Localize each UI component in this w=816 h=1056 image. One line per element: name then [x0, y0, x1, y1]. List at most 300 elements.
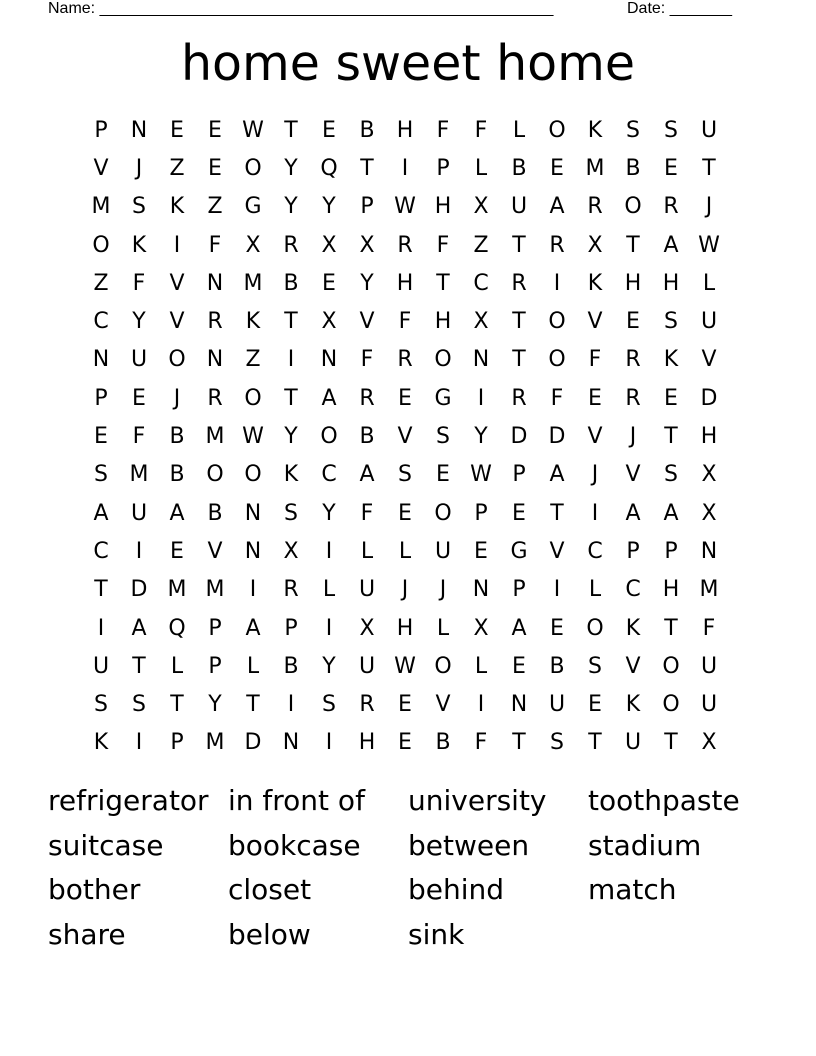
grid-letter[interactable]: R: [207, 309, 223, 335]
grid-letter[interactable]: E: [170, 117, 184, 143]
grid-letter[interactable]: E: [664, 155, 678, 181]
grid-letter[interactable]: Z: [207, 194, 223, 220]
grid-letter[interactable]: L: [436, 615, 450, 641]
grid-letter[interactable]: Y: [322, 653, 336, 679]
grid-letter[interactable]: X: [473, 194, 489, 220]
grid-letter[interactable]: T: [132, 653, 146, 679]
grid-letter[interactable]: M: [205, 424, 225, 450]
grid-letter[interactable]: A: [321, 385, 337, 411]
grid-letter[interactable]: O: [434, 653, 452, 679]
grid-letter[interactable]: B: [511, 155, 527, 181]
grid-letter[interactable]: R: [511, 270, 527, 296]
grid-letter[interactable]: Z: [473, 232, 489, 258]
grid-letter[interactable]: S: [664, 309, 678, 335]
grid-letter[interactable]: O: [244, 462, 262, 488]
grid-letter[interactable]: T: [664, 730, 678, 756]
grid-letter[interactable]: A: [663, 500, 679, 526]
grid-letter[interactable]: U: [358, 653, 376, 679]
grid-letter[interactable]: Y: [322, 194, 336, 220]
grid-letter[interactable]: X: [473, 615, 489, 641]
grid-letter[interactable]: T: [284, 117, 298, 143]
grid-letter[interactable]: E: [588, 385, 602, 411]
grid-letter[interactable]: Y: [474, 424, 488, 450]
grid-letter[interactable]: P: [664, 538, 678, 564]
grid-letter[interactable]: K: [93, 730, 109, 756]
grid-letter[interactable]: W: [698, 232, 720, 258]
grid-letter[interactable]: E: [436, 462, 450, 488]
grid-letter[interactable]: R: [587, 194, 603, 220]
grid-letter[interactable]: R: [283, 577, 299, 603]
grid-letter[interactable]: F: [436, 232, 450, 258]
grid-letter[interactable]: T: [246, 692, 260, 718]
grid-letter[interactable]: P: [94, 385, 108, 411]
word-list-item: match: [588, 873, 677, 907]
grid-letter[interactable]: X: [359, 232, 375, 258]
grid-letter[interactable]: S: [94, 462, 108, 488]
grid-letter[interactable]: P: [512, 577, 526, 603]
word-list-item: in front of: [228, 784, 365, 817]
grid-letter[interactable]: X: [473, 309, 489, 335]
grid-letter[interactable]: S: [322, 692, 336, 718]
grid-letter[interactable]: R: [359, 692, 375, 718]
grid-letter[interactable]: E: [588, 692, 602, 718]
grid-letter[interactable]: U: [92, 653, 110, 679]
grid-letter[interactable]: B: [207, 500, 223, 526]
grid-letter[interactable]: L: [702, 270, 716, 296]
word-list-item: bookcase: [228, 828, 361, 862]
grid-letter[interactable]: U: [434, 538, 452, 564]
grid-letter[interactable]: D: [130, 577, 148, 603]
grid-letter[interactable]: J: [401, 577, 409, 603]
grid-letter[interactable]: T: [360, 155, 374, 181]
grid-letter[interactable]: Y: [208, 692, 222, 718]
grid-letter[interactable]: E: [208, 117, 222, 143]
grid-letter[interactable]: B: [169, 462, 185, 488]
grid-letter[interactable]: F: [702, 615, 716, 641]
grid-letter[interactable]: O: [244, 155, 262, 181]
grid-letter[interactable]: N: [320, 347, 338, 373]
grid-letter[interactable]: A: [93, 500, 109, 526]
grid-letter[interactable]: M: [91, 194, 111, 220]
grid-letter[interactable]: Z: [169, 155, 185, 181]
grid-letter[interactable]: E: [322, 270, 336, 296]
grid-letter[interactable]: P: [360, 194, 374, 220]
grid-letter[interactable]: P: [474, 500, 488, 526]
grid-letter[interactable]: T: [512, 309, 526, 335]
grid-letter[interactable]: X: [359, 615, 375, 641]
grid-letter[interactable]: V: [93, 155, 109, 181]
grid-letter[interactable]: W: [242, 424, 264, 450]
grid-letter[interactable]: H: [434, 309, 452, 335]
grid-letter[interactable]: X: [701, 462, 717, 488]
grid-letter[interactable]: G: [434, 385, 452, 411]
grid-letter[interactable]: L: [512, 117, 526, 143]
grid-letter[interactable]: I: [287, 347, 295, 373]
grid-letter[interactable]: V: [397, 424, 413, 450]
grid-letter[interactable]: S: [284, 500, 298, 526]
grid-letter[interactable]: A: [169, 500, 185, 526]
grid-letter[interactable]: C: [93, 309, 109, 335]
grid-letter[interactable]: E: [512, 500, 526, 526]
grid-letter[interactable]: T: [512, 730, 526, 756]
grid-letter[interactable]: M: [205, 577, 225, 603]
grid-letter[interactable]: V: [587, 309, 603, 335]
grid-letter[interactable]: L: [322, 577, 336, 603]
grid-letter[interactable]: I: [553, 270, 561, 296]
name-line[interactable]: Name: ___________________________________________________: [48, 0, 554, 17]
grid-letter[interactable]: T: [170, 692, 184, 718]
grid-letter[interactable]: R: [397, 347, 413, 373]
grid-letter[interactable]: B: [283, 653, 299, 679]
grid-letter[interactable]: Q: [320, 155, 338, 181]
grid-letter[interactable]: H: [396, 270, 414, 296]
grid-letter[interactable]: A: [625, 500, 641, 526]
grid-letter[interactable]: R: [397, 232, 413, 258]
grid-letter[interactable]: L: [360, 538, 374, 564]
grid-letter[interactable]: R: [549, 232, 565, 258]
grid-letter[interactable]: H: [396, 117, 414, 143]
grid-letter[interactable]: N: [244, 538, 262, 564]
grid-letter[interactable]: N: [206, 347, 224, 373]
word-list-item: refrigerator: [48, 784, 209, 817]
grid-letter[interactable]: F: [398, 309, 412, 335]
grid-letter[interactable]: R: [511, 385, 527, 411]
grid-letter[interactable]: D: [548, 424, 566, 450]
date-line[interactable]: Date: _______: [627, 0, 732, 17]
grid-letter[interactable]: B: [625, 155, 641, 181]
grid-letter[interactable]: T: [512, 347, 526, 373]
grid-letter[interactable]: R: [207, 385, 223, 411]
grid-letter[interactable]: C: [473, 270, 489, 296]
grid-letter[interactable]: K: [587, 270, 603, 296]
grid-letter[interactable]: J: [629, 424, 637, 450]
grid-letter[interactable]: X: [701, 500, 717, 526]
grid-letter[interactable]: M: [129, 462, 149, 488]
grid-letter[interactable]: E: [398, 500, 412, 526]
grid-letter[interactable]: D: [244, 730, 262, 756]
grid-letter[interactable]: T: [284, 385, 298, 411]
grid-letter[interactable]: O: [548, 117, 566, 143]
grid-letter[interactable]: S: [132, 692, 146, 718]
grid-letter[interactable]: D: [510, 424, 528, 450]
word-list-item: sink: [408, 917, 465, 951]
grid-letter[interactable]: J: [439, 577, 447, 603]
grid-letter[interactable]: M: [243, 270, 263, 296]
grid-letter[interactable]: S: [436, 424, 450, 450]
grid-letter[interactable]: O: [624, 194, 642, 220]
grid-letter[interactable]: V: [625, 462, 641, 488]
grid-letter[interactable]: S: [664, 117, 678, 143]
grid-letter[interactable]: E: [398, 730, 412, 756]
grid-letter[interactable]: K: [587, 117, 603, 143]
grid-letter[interactable]: I: [553, 577, 561, 603]
grid-letter[interactable]: I: [135, 730, 143, 756]
grid-letter[interactable]: W: [470, 462, 492, 488]
grid-letter[interactable]: Z: [245, 347, 261, 373]
grid-letter[interactable]: V: [625, 653, 641, 679]
grid-letter[interactable]: C: [587, 538, 603, 564]
grid-letter[interactable]: P: [626, 538, 640, 564]
grid-letter[interactable]: R: [283, 232, 299, 258]
grid-letter[interactable]: T: [664, 424, 678, 450]
grid-letter[interactable]: U: [510, 194, 528, 220]
grid-letter[interactable]: L: [588, 577, 602, 603]
grid-letter[interactable]: P: [208, 615, 222, 641]
grid-letter[interactable]: P: [208, 653, 222, 679]
grid-letter[interactable]: K: [131, 232, 147, 258]
grid-letter[interactable]: T: [284, 309, 298, 335]
grid-letter[interactable]: O: [662, 692, 680, 718]
grid-letter[interactable]: O: [320, 424, 338, 450]
grid-letter[interactable]: N: [92, 347, 110, 373]
grid-letter[interactable]: B: [169, 424, 185, 450]
grid-letter[interactable]: H: [396, 615, 414, 641]
grid-letter[interactable]: E: [94, 424, 108, 450]
grid-letter[interactable]: Y: [132, 309, 146, 335]
grid-letter[interactable]: R: [359, 385, 375, 411]
grid-letter[interactable]: T: [702, 155, 716, 181]
grid-letter[interactable]: V: [169, 309, 185, 335]
grid-letter[interactable]: Y: [284, 155, 298, 181]
grid-letter[interactable]: F: [436, 117, 450, 143]
grid-letter[interactable]: V: [207, 538, 223, 564]
grid-letter[interactable]: E: [512, 653, 526, 679]
grid-letter[interactable]: I: [477, 692, 485, 718]
grid-letter[interactable]: X: [587, 232, 603, 258]
grid-letter[interactable]: A: [359, 462, 375, 488]
grid-letter[interactable]: C: [625, 577, 641, 603]
grid-letter[interactable]: C: [321, 462, 337, 488]
grid-letter[interactable]: S: [398, 462, 412, 488]
grid-letter[interactable]: B: [359, 117, 375, 143]
grid-letter[interactable]: T: [664, 615, 678, 641]
grid-letter[interactable]: A: [245, 615, 261, 641]
grid-letter[interactable]: I: [591, 500, 599, 526]
grid-letter[interactable]: L: [474, 155, 488, 181]
grid-letter[interactable]: Y: [284, 194, 298, 220]
grid-letter[interactable]: R: [625, 385, 641, 411]
grid-letter[interactable]: L: [170, 653, 184, 679]
grid-letter[interactable]: P: [284, 615, 298, 641]
grid-letter[interactable]: W: [242, 117, 264, 143]
grid-letter[interactable]: Q: [168, 615, 186, 641]
grid-letter[interactable]: N: [510, 692, 528, 718]
grid-letter[interactable]: Z: [93, 270, 109, 296]
grid-letter[interactable]: I: [477, 385, 485, 411]
grid-letter[interactable]: N: [130, 117, 148, 143]
grid-letter[interactable]: U: [700, 653, 718, 679]
grid-letter[interactable]: E: [398, 385, 412, 411]
grid-letter[interactable]: F: [132, 270, 146, 296]
grid-letter[interactable]: J: [705, 194, 713, 220]
grid-letter[interactable]: T: [94, 577, 108, 603]
grid-letter[interactable]: V: [549, 538, 565, 564]
grid-letter[interactable]: G: [510, 538, 528, 564]
grid-letter[interactable]: K: [625, 692, 641, 718]
grid-letter[interactable]: A: [663, 232, 679, 258]
grid-letter[interactable]: S: [626, 117, 640, 143]
grid-letter[interactable]: L: [398, 538, 412, 564]
grid-letter[interactable]: H: [662, 577, 680, 603]
grid-letter[interactable]: X: [321, 309, 337, 335]
grid-letter[interactable]: B: [435, 730, 451, 756]
grid-letter[interactable]: A: [549, 194, 565, 220]
grid-letter[interactable]: B: [549, 653, 565, 679]
grid-letter[interactable]: I: [249, 577, 257, 603]
grid-letter[interactable]: M: [585, 155, 605, 181]
grid-letter[interactable]: M: [205, 730, 225, 756]
grid-letter[interactable]: G: [244, 194, 262, 220]
grid-letter[interactable]: S: [94, 692, 108, 718]
grid-letter[interactable]: O: [434, 347, 452, 373]
grid-letter[interactable]: F: [550, 385, 564, 411]
grid-letter[interactable]: O: [244, 385, 262, 411]
grid-letter[interactable]: R: [625, 347, 641, 373]
grid-letter[interactable]: N: [472, 347, 490, 373]
grid-letter[interactable]: S: [132, 194, 146, 220]
grid-letter[interactable]: V: [435, 692, 451, 718]
grid-letter[interactable]: E: [474, 538, 488, 564]
grid-letter[interactable]: H: [624, 270, 642, 296]
grid-letter[interactable]: F: [474, 730, 488, 756]
grid-letter[interactable]: T: [512, 232, 526, 258]
grid-letter[interactable]: L: [474, 653, 488, 679]
grid-letter[interactable]: P: [94, 117, 108, 143]
grid-letter[interactable]: F: [132, 424, 146, 450]
grid-letter[interactable]: K: [663, 347, 679, 373]
grid-letter[interactable]: Y: [284, 424, 298, 450]
grid-letter[interactable]: I: [97, 615, 105, 641]
grid-letter[interactable]: V: [587, 424, 603, 450]
grid-letter[interactable]: K: [245, 309, 261, 335]
grid-letter[interactable]: I: [173, 232, 181, 258]
grid-letter[interactable]: X: [701, 730, 717, 756]
grid-letter[interactable]: X: [321, 232, 337, 258]
grid-letter[interactable]: H: [434, 194, 452, 220]
grid-letter[interactable]: E: [208, 155, 222, 181]
grid-letter[interactable]: T: [626, 232, 640, 258]
grid-letter[interactable]: I: [135, 538, 143, 564]
grid-letter[interactable]: A: [131, 615, 147, 641]
grid-letter[interactable]: E: [170, 538, 184, 564]
grid-letter[interactable]: K: [169, 194, 185, 220]
grid-letter[interactable]: O: [168, 347, 186, 373]
grid-letter[interactable]: Y: [322, 500, 336, 526]
grid-letter[interactable]: T: [550, 500, 564, 526]
grid-letter[interactable]: O: [662, 653, 680, 679]
grid-letter[interactable]: E: [664, 385, 678, 411]
grid-letter[interactable]: B: [283, 270, 299, 296]
grid-letter[interactable]: E: [550, 615, 564, 641]
grid-letter[interactable]: F: [588, 347, 602, 373]
grid-letter[interactable]: N: [282, 730, 300, 756]
grid-letter[interactable]: K: [283, 462, 299, 488]
grid-letter[interactable]: E: [322, 117, 336, 143]
grid-letter[interactable]: N: [700, 538, 718, 564]
grid-letter[interactable]: U: [624, 730, 642, 756]
grid-letter[interactable]: I: [401, 155, 409, 181]
grid-letter[interactable]: F: [474, 117, 488, 143]
grid-letter[interactable]: N: [472, 577, 490, 603]
grid-letter[interactable]: U: [130, 347, 148, 373]
grid-letter[interactable]: W: [394, 194, 416, 220]
grid-letter[interactable]: P: [436, 155, 450, 181]
grid-letter[interactable]: E: [398, 692, 412, 718]
grid-letter[interactable]: F: [360, 500, 374, 526]
grid-letter[interactable]: T: [436, 270, 450, 296]
grid-letter[interactable]: P: [512, 462, 526, 488]
grid-letter[interactable]: E: [626, 309, 640, 335]
grid-letter[interactable]: S: [664, 462, 678, 488]
grid-letter[interactable]: J: [173, 385, 181, 411]
grid-letter[interactable]: X: [245, 232, 261, 258]
grid-letter[interactable]: V: [359, 309, 375, 335]
grid-letter[interactable]: J: [591, 462, 599, 488]
grid-letter[interactable]: R: [663, 194, 679, 220]
grid-letter[interactable]: H: [700, 424, 718, 450]
grid-letter[interactable]: N: [244, 500, 262, 526]
grid-letter[interactable]: F: [208, 232, 222, 258]
grid-letter[interactable]: W: [394, 653, 416, 679]
grid-letter[interactable]: H: [662, 270, 680, 296]
grid-letter[interactable]: U: [700, 692, 718, 718]
grid-letter[interactable]: B: [359, 424, 375, 450]
grid-letter[interactable]: M: [699, 577, 719, 603]
grid-letter[interactable]: O: [206, 462, 224, 488]
word-list-item: university: [408, 784, 547, 817]
grid-letter[interactable]: U: [130, 500, 148, 526]
grid-letter[interactable]: U: [700, 117, 718, 143]
grid-letter[interactable]: A: [511, 615, 527, 641]
grid-letter[interactable]: E: [550, 155, 564, 181]
grid-letter[interactable]: D: [700, 385, 718, 411]
grid-letter[interactable]: U: [358, 577, 376, 603]
grid-letter[interactable]: J: [135, 155, 143, 181]
grid-letter[interactable]: P: [170, 730, 184, 756]
grid-letter[interactable]: E: [132, 385, 146, 411]
grid-letter[interactable]: O: [586, 615, 604, 641]
grid-letter[interactable]: M: [167, 577, 187, 603]
grid-letter[interactable]: L: [246, 653, 260, 679]
grid-letter[interactable]: N: [206, 270, 224, 296]
grid-letter[interactable]: H: [358, 730, 376, 756]
grid-letter[interactable]: A: [549, 462, 565, 488]
grid-letter[interactable]: V: [169, 270, 185, 296]
grid-letter[interactable]: T: [588, 730, 602, 756]
word-list-item: behind: [408, 873, 505, 907]
grid-letter[interactable]: I: [325, 615, 333, 641]
grid-letter[interactable]: O: [92, 232, 110, 258]
grid-letter[interactable]: Y: [360, 270, 374, 296]
grid-letter[interactable]: F: [360, 347, 374, 373]
grid-letter[interactable]: S: [588, 653, 602, 679]
grid-letter[interactable]: V: [701, 347, 717, 373]
grid-letter[interactable]: O: [434, 500, 452, 526]
grid-letter[interactable]: U: [548, 692, 566, 718]
grid-letter[interactable]: I: [325, 538, 333, 564]
grid-letter[interactable]: I: [287, 692, 295, 718]
grid-letter[interactable]: U: [700, 309, 718, 335]
grid-letter[interactable]: C: [93, 538, 109, 564]
grid-letter[interactable]: K: [625, 615, 641, 641]
grid-letter[interactable]: X: [283, 538, 299, 564]
grid-letter[interactable]: O: [548, 347, 566, 373]
grid-letter[interactable]: S: [550, 730, 564, 756]
word-list-item: share: [48, 917, 126, 951]
grid-letter[interactable]: I: [325, 730, 333, 756]
header: [48, 0, 740, 18]
grid-letter[interactable]: O: [548, 309, 566, 335]
